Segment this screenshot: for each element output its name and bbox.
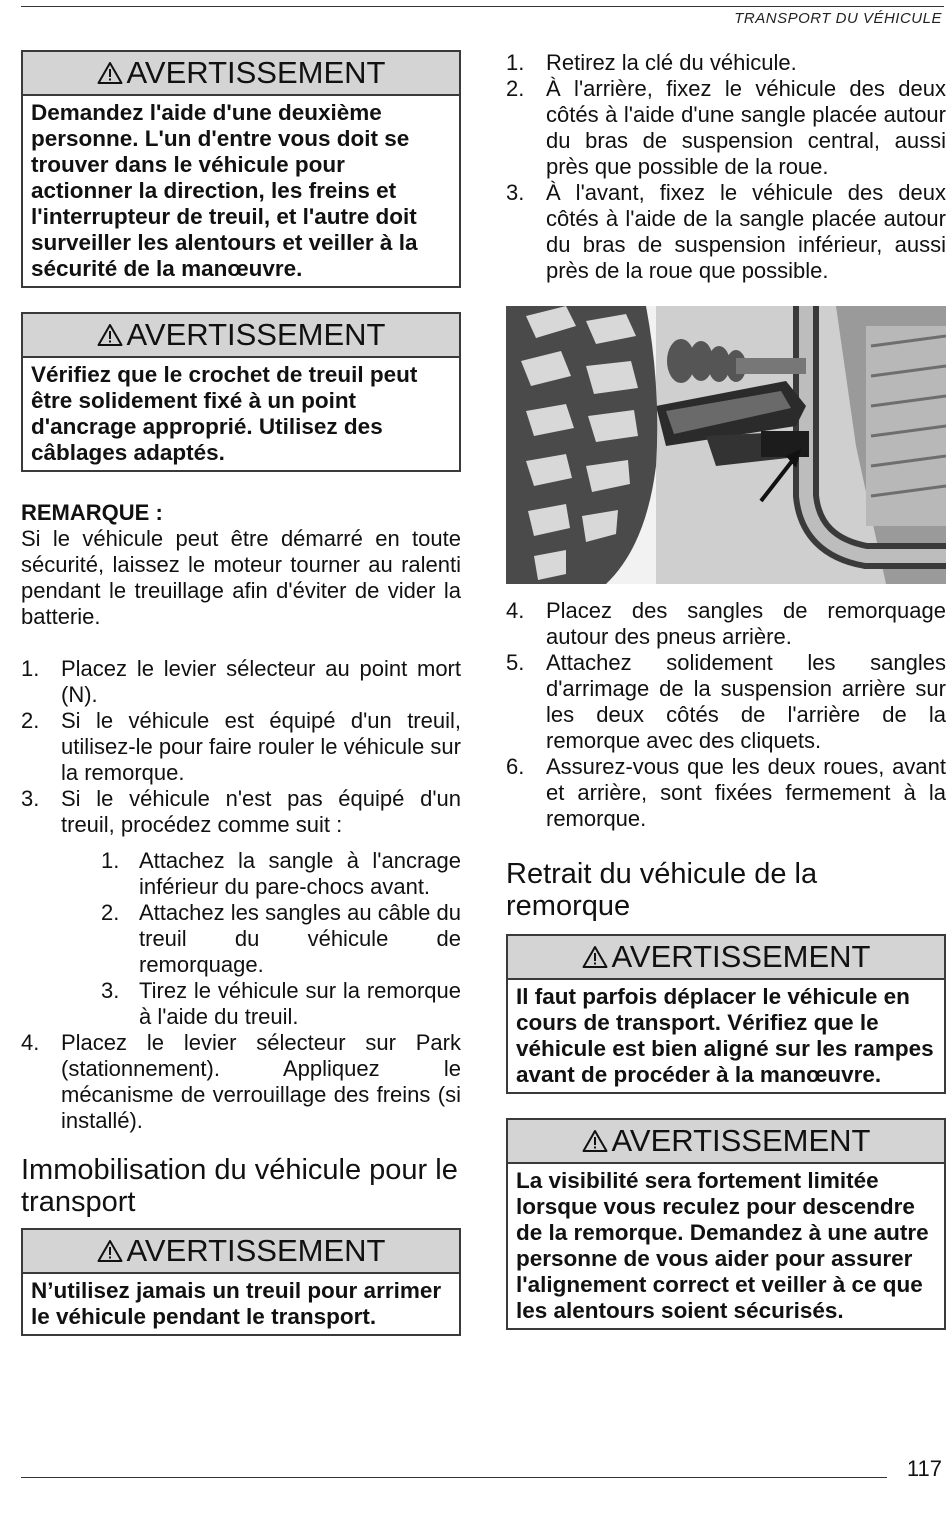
left-column xyxy=(21,50,461,1336)
warning-header xyxy=(23,52,459,96)
warning-label: AVERTISSEMENT xyxy=(126,55,386,90)
running-header: TRANSPORT DU VÉHICULE xyxy=(734,10,942,27)
warning-text: Il faut parfois déplacer le véhicule en cours de transport. Vérifiez que le véhicule est bien aligné sur les rampes avant de procéder à la manœuvre. xyxy=(516,984,934,1087)
warning-header xyxy=(23,1230,459,1274)
right-column xyxy=(506,50,946,1330)
warning-header xyxy=(23,314,459,358)
list-item: 2. À l'arrière, fixez le véhicule des deux côtés à l'aide d'une sangle placée autour du bras de suspension central, aussi près que possible de la roue. xyxy=(506,76,946,179)
sub-procedure-list xyxy=(101,848,461,1030)
footer-rule xyxy=(21,1477,887,1478)
suspension-strap-photo xyxy=(506,306,946,584)
warning-box xyxy=(21,1228,461,1336)
header-rule xyxy=(21,6,944,7)
procedure-list xyxy=(506,598,946,832)
warning-triangle-icon xyxy=(582,945,608,969)
warning-box xyxy=(21,50,461,288)
warning-header xyxy=(508,936,944,980)
warning-label: AVERTISSEMENT xyxy=(126,317,386,352)
list-item: 4. Placez des sangles de remorquage autour des pneus arrière. xyxy=(506,598,946,649)
section-title: Retrait du véhicule de la remorque xyxy=(506,858,818,922)
warning-triangle-icon xyxy=(97,1239,123,1263)
warning-box xyxy=(21,312,461,472)
list-item: 3. Si le véhicule n'est pas équipé d'un treuil, procédez comme suit : 1. Attachez la sangle à l'ancrage inférieur du pare-chocs avant. 2. Attachez les sangles au câble du treuil du véhicule de remorquage. 3. Tirez le véhicule sur la remorque à l'aide du treuil. xyxy=(21,786,461,1029)
list-item: 4. Placez le levier sélecteur sur Park (stationnement). Appliquez le mécanisme de verrouillage des freins (si installé). xyxy=(21,1030,461,1133)
warning-triangle-icon xyxy=(582,1129,608,1153)
note-label: REMARQUE : xyxy=(21,500,163,525)
warning-box xyxy=(506,1118,946,1330)
list-item: 2. Si le véhicule est équipé d'un treuil, utilisez-le pour faire rouler le véhicule sur la remorque. xyxy=(21,708,461,785)
warning-box xyxy=(506,934,946,1094)
warning-text: La visibilité sera fortement limitée lorsque vous reculez pour descendre de la remorque. Demandez à une autre personne de vous aider pour assurer l'alignement correct et veiller à ce que les alentours soient sécurisés. xyxy=(516,1168,929,1323)
list-item: 5. Attachez solidement les sangles d'arrimage de la suspension arrière sur les deux côtés de l'arrière de la remorque avec des cliquets. xyxy=(506,650,946,753)
warning-label: AVERTISSEMENT xyxy=(126,1233,386,1268)
list-item: 3. Tirez le véhicule sur la remorque à l'aide du treuil. xyxy=(101,978,461,1029)
warning-text: N’utilisez jamais un treuil pour arrimer le véhicule pendant le transport. xyxy=(31,1278,442,1329)
list-item: 1. Attachez la sangle à l'ancrage inférieur du pare-chocs avant. xyxy=(101,848,461,899)
warning-text: Vérifiez que le crochet de treuil peut être solidement fixé à un point d'ancrage approprié. Utilisez des câblages adaptés. xyxy=(31,362,418,465)
list-item: 2. Attachez les sangles au câble du treuil du véhicule de remorquage. xyxy=(101,900,461,977)
list-item: 6. Assurez-vous que les deux roues, avant et arrière, sont fixées fermement à la remorque. xyxy=(506,754,946,831)
list-item: 3. À l'avant, fixez le véhicule des deux côtés à l'aide de la sangle placée autour du bras de suspension inférieur, aussi près de la roue que possible. xyxy=(506,180,946,283)
section-title: Immobilisation du véhicule pour le transport xyxy=(21,1154,458,1218)
procedure-list xyxy=(21,656,461,1134)
procedure-list xyxy=(506,50,946,284)
list-item: 1. Retirez la clé du véhicule. xyxy=(506,50,797,75)
warning-triangle-icon xyxy=(97,323,123,347)
warning-label: AVERTISSEMENT xyxy=(611,1123,871,1158)
warning-text: Demandez l'aide d'une deuxième personne. L'un d'entre vous doit se trouver dans le véhicule pour actionner la direction, les freins et l'interrupteur de treuil, et l'autre doit surveiller les alentours et veiller à la sécurité de la manœuvre. xyxy=(31,100,418,281)
page-number: 117 xyxy=(906,1456,942,1481)
note-text: Si le véhicule peut être démarré en toute sécurité, laissez le moteur tourner au ralenti pendant le treuillage afin d'éviter de vider la batterie. xyxy=(21,526,461,629)
note-block xyxy=(21,500,461,630)
warning-header xyxy=(508,1120,944,1164)
list-item: 1. Placez le levier sélecteur au point mort (N). xyxy=(21,656,461,707)
warning-triangle-icon xyxy=(97,61,123,85)
warning-label: AVERTISSEMENT xyxy=(611,939,871,974)
